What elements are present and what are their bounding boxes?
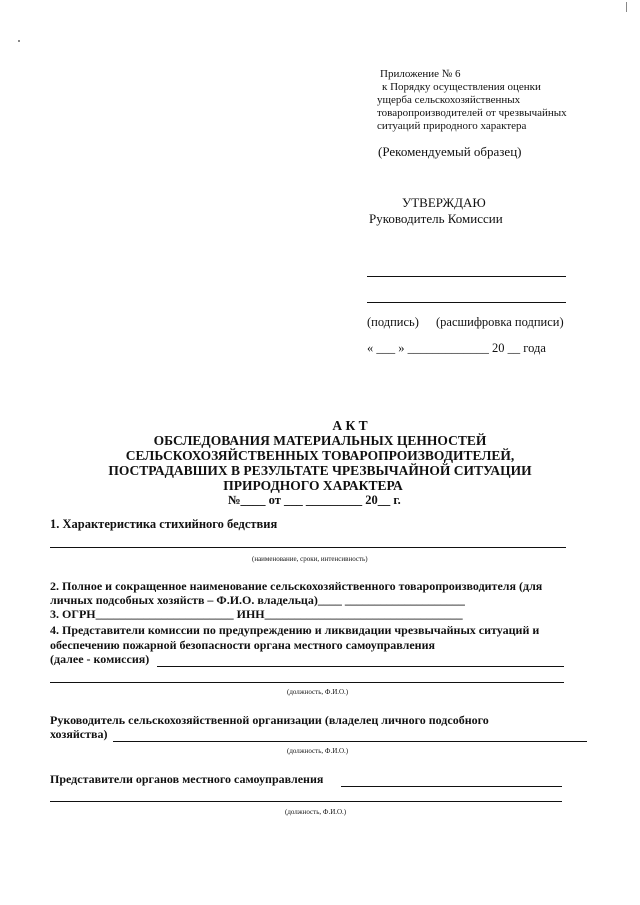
section-1-label: 1. Характеристика стихийного бедствия bbox=[50, 517, 278, 531]
section-4-line-3: (далее - комиссия) bbox=[50, 652, 150, 666]
scan-speck bbox=[626, 2, 627, 12]
section-1-caption: (наименование, сроки, интенсивность) bbox=[252, 555, 368, 563]
signature-line-2[interactable] bbox=[367, 302, 566, 303]
section-4-input-line-2[interactable] bbox=[50, 682, 564, 683]
local-gov-label: Представители органов местного самоуправления bbox=[50, 772, 324, 786]
act-title-line-2: СЕЛЬСКОХОЗЯЙСТВЕННЫХ ТОВАРОПРОИЗВОДИТЕЛЕЙ, bbox=[125, 448, 515, 463]
signature-line-1[interactable] bbox=[367, 276, 566, 277]
act-title-line-3: ПОСТРАДАВШИХ В РЕЗУЛЬТАТЕ ЧРЕЗВЫЧАЙНОЙ СИТУАЦИИ bbox=[108, 463, 532, 478]
signature-caption: (подпись) bbox=[367, 315, 419, 329]
section-4-input-line-1[interactable] bbox=[157, 666, 564, 667]
approve-title: УТВЕРЖДАЮ bbox=[402, 195, 486, 210]
local-gov-caption: (должность, Ф.И.О.) bbox=[285, 808, 347, 816]
decoding-caption: (расшифровка подписи) bbox=[436, 315, 564, 329]
section-4-line-2: обеспечению пожарной безопасности органа местного самоуправления bbox=[50, 638, 435, 652]
head-input-line[interactable] bbox=[113, 741, 587, 742]
local-gov-input-line-1[interactable] bbox=[341, 786, 562, 787]
head-caption: (должность, Ф.И.О.) bbox=[287, 747, 349, 755]
act-number-line[interactable]: №____ от ___ _________ 20__ г. bbox=[228, 493, 401, 507]
scan-speck bbox=[18, 40, 20, 42]
local-gov-input-line-2[interactable] bbox=[50, 801, 562, 802]
appendix-line-1: Приложение № 6 bbox=[380, 68, 461, 80]
appendix-line-5: ситуаций природного характера bbox=[377, 120, 527, 132]
section-4-line-1: 4. Представители комиссии по предупреждению и ликвидации чрезвычайных ситуаций и bbox=[50, 623, 540, 637]
section-2-line-2[interactable]: личных подсобных хозяйств – Ф.И.О. владельца)____ ____________________ bbox=[50, 593, 465, 607]
appendix-line-2: к Порядку осуществления оценки bbox=[382, 81, 541, 93]
appendix-line-3: ущерба сельскохозяйственных bbox=[377, 94, 521, 106]
act-title-line-1: ОБСЛЕДОВАНИЯ МАТЕРИАЛЬНЫХ ЦЕННОСТЕЙ bbox=[153, 433, 487, 448]
approve-role: Руководитель Комиссии bbox=[369, 211, 503, 226]
section-4-caption: (должность, Ф.И.О.) bbox=[287, 688, 349, 696]
head-line-2: хозяйства) bbox=[50, 727, 108, 741]
head-line-1: Руководитель сельскохозяйственной организации (владелец личного подсобного bbox=[50, 713, 489, 727]
act-title: А К Т bbox=[332, 418, 368, 433]
approve-date-line[interactable]: « ___ » _____________ 20 __ года bbox=[367, 341, 546, 355]
appendix-line-4: товаропроизводителей от чрезвычайных bbox=[377, 107, 567, 119]
sample-note: (Рекомендуемый образец) bbox=[378, 144, 522, 159]
act-title-line-4: ПРИРОДНОГО ХАРАКТЕРА bbox=[223, 478, 403, 493]
section-3-ogrn-inn[interactable]: 3. ОГРН_______________________ ИНН_________________________________ bbox=[50, 607, 463, 621]
section-1-input-line[interactable] bbox=[50, 547, 566, 548]
section-2-line-1: 2. Полное и сокращенное наименование сельскохозяйственного товаропроизводителя (для bbox=[50, 579, 543, 593]
